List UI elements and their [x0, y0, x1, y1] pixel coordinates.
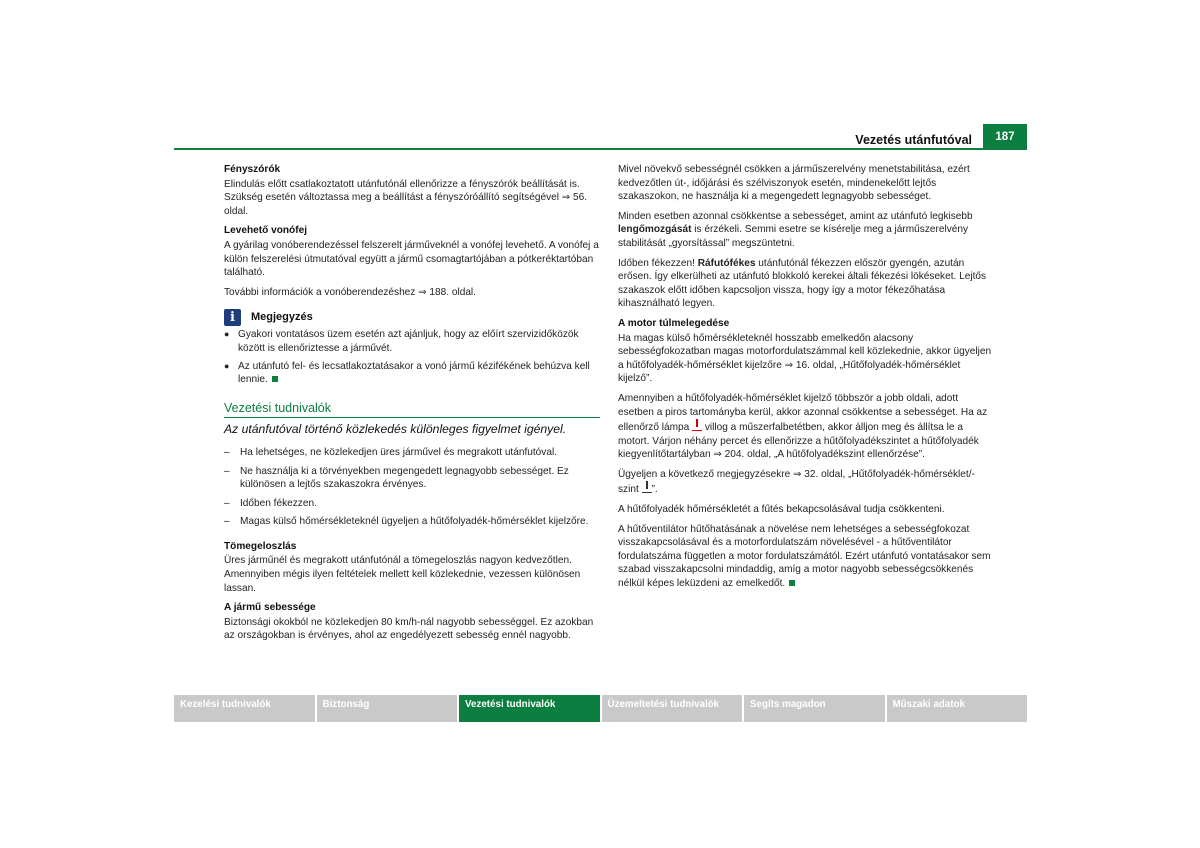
list-item-text: Időben fékezzen.: [240, 497, 317, 509]
coolant-warning-text: [618, 392, 994, 462]
footer-tab-muszaki[interactable]: Műszaki adatok: [887, 695, 1028, 722]
list-item: [224, 515, 600, 529]
coolant-warning-b: villog a műszerfalbetétben, akkor álljon meg és állítsa le a motort. Várjon néhány percet és ellenőrizze a hűtőfolyadékszintet a hűtőfolyadék kiegyenlítőtartályban ⇒ 204. oldal, „A hűtőfolyadékszint ellenőrzése”.: [618, 422, 979, 461]
footer-nav: [174, 695, 1027, 722]
towbar-heading: Levehető vonófej: [224, 225, 308, 237]
sway-text-bold: lengőmozgását: [618, 224, 692, 236]
note-bullet-text: Az utánfutó fel- és lecsatlakoztatásakor a vonó jármű kézifékének behúzva kell lennie.: [238, 360, 590, 386]
heating-text: A hűtőfolyadék hőmérsékletét a fűtés bekapcsolásával tudja csökkenteni.: [618, 504, 945, 516]
fan-text: [618, 523, 994, 591]
bullet-icon: ●: [224, 329, 230, 340]
footer-tab-vezetesi[interactable]: Vezetési tudnivalók: [459, 695, 600, 722]
footer-tab-kezelesi[interactable]: Kezelési tudnivalók: [174, 695, 315, 722]
info-icon: i: [224, 309, 241, 326]
headlights-heading: Fényszórók: [224, 164, 281, 175]
speed-heading: A jármű sebessége: [224, 602, 316, 614]
left-column: [224, 163, 600, 649]
weight-heading: Tömegeloszlás: [224, 540, 297, 552]
dash-icon: –: [224, 497, 230, 509]
sway-text: [618, 210, 994, 251]
speed-text: Biztonsági okokból ne közlekedjen 80 km/h-nál nagyobb sebességgel. Ez azokban az országokban is érvényes, ahol az engedélyezett sebesség ennél nagyobb.: [224, 616, 594, 642]
notes-reference-a: Ügyeljen a következő megjegyzésekre ⇒ 32. oldal, „Hűtőfolyadék-hőmérséklet/-szint: [618, 468, 975, 496]
footer-tab-biztonsag[interactable]: Biztonság: [317, 695, 458, 722]
running-header-title: Vezetés utánfutóval: [855, 133, 972, 147]
braking-text-b: utánfutónál fékezzen először gyengén, azután erősen. Így elkerülheti az utánfutó blokkoló kerekei általi fékezési lökéseket. Lejtős szakaszok előtt időben kapcsoljon vissza, hogy így a motor fékezőhatása kihasználható legyen.: [618, 257, 987, 310]
list-item: [224, 497, 600, 511]
section-subtitle: Az utánfutóval történő közlekedés különleges figyelmet igényel.: [224, 422, 567, 437]
note-bullet: [224, 360, 600, 387]
footer-tab-segits[interactable]: Segíts magadon: [744, 695, 885, 722]
braking-text-a: Időben fékezzen!: [618, 257, 698, 269]
note-bullet-text: Gyakori vontatásos üzem esetén azt ajánljuk, hogy az előírt szervizidőközök között is ellenőriztesse a járművét.: [238, 329, 579, 354]
note-title: Megjegyzés: [251, 311, 313, 324]
sway-text-b: is érzékeli. Semmi esetre se kísérelje meg a járműszerelvény stabilitását „gyorsítással” megszüntetni.: [618, 224, 969, 249]
overheat-text: Ha magas külső hőmérsékleteknél hosszabb emelkedőn alacsony sebességfokozatban magas motorfordulatszámmal kell közlekednie, akkor ügyeljen a hűtőfolyadék-hőmérséklet kijelzőre ⇒ 16. oldal, „Hűtőfolyadék-hőmérséklet kijelző”.: [618, 332, 992, 385]
headlights-text: Elindulás előtt csatlakoztatott utánfutónál ellenőrizze a fényszórók beállítását is. Szükség esetén változtassa meg a beállítást a fényszóróállító segítségével ⇒ 56. oldal.: [224, 178, 588, 217]
coolant-level-icon: [642, 481, 652, 493]
notes-reference-b: ”.: [651, 484, 658, 496]
towbar-text: A gyárilag vonóberendezéssel felszerelt járműveknél a vonófej levehető. A vonófej a külön felszerelési útmutatóval együtt a jármű csomagtartójában a pótkeréktartóban található.: [224, 239, 599, 279]
section-end-icon: [272, 376, 278, 382]
notes-reference-text: [618, 468, 994, 497]
coolant-warning-lamp-icon: [692, 419, 702, 431]
list-item: [224, 465, 600, 492]
dash-icon: –: [224, 516, 230, 528]
coolant-warning-a: Amennyiben a hűtőfolyadék-hőmérséklet kijelző többször a jobb oldali, adott esetben a piros tartományba kerül, akkor azonnal csökkentse a sebességet. Ha az ellenőrző lámpa: [618, 392, 988, 434]
list-item-text: Ha lehetséges, ne közlekedjen üres járművel és megrakott utánfutóval.: [240, 446, 558, 458]
weight-text: Üres járműnél és megrakott utánfutónál a tömegeloszlás nagyon kedvezőtlen. Amennyiben mégis ilyen feltételek mellett kell közlekednie, vezessen különösen lassan.: [224, 555, 581, 594]
stability-text: Mivel növekvő sebességnél csökken a járműszerelvény menetstabilitása, ezért kedvezőtlen út-, időjárási és szélviszonyok esetén, mindenekelőtt lejtős szakaszokon, ne használja ki a megengedett legnagyobb sebességet.: [618, 164, 970, 203]
footer-tab-uzemeltetesi[interactable]: Üzemeltetési tudnivalók: [602, 695, 743, 722]
list-item-text: Ne használja ki a törvényekben megengedett legnagyobb sebességet. Ez különösen a lejtős szakaszokra érvényes.: [240, 465, 569, 491]
braking-text: [618, 257, 994, 311]
towbar-more-info: További információk a vonóberendezéshez ⇒ 188. oldal.: [224, 286, 476, 298]
dash-icon: –: [224, 465, 230, 477]
overheat-heading: A motor túlmelegedése: [618, 317, 730, 329]
list-item-text: Magas külső hőmérsékleteknél ügyeljen a hűtőfolyadék-hőmérséklet kijelzőre.: [240, 516, 589, 528]
dash-icon: –: [224, 446, 230, 458]
sway-text-a: Minden esetben azonnal csökkentse a sebességet, amint az utánfutó legkisebb: [618, 210, 973, 222]
right-column: [618, 163, 994, 597]
fan-text-body: A hűtőventilátor hűtőhatásának a növelése nem lehetséges a sebességfokozat visszakapcsolásával és a motorfordulatszám növelésével - a hűtőventilátor fordulatszáma független a motor fordulatszámától. Ezért utánfutó vontatásakor sem szabad visszakapcsolni mindaddig, amíg a motor nagyobb sebességcsökkenés nélkül képes leküzdeni az emelkedőt.: [618, 523, 991, 590]
braking-text-bold: Ráfutófékes: [697, 257, 756, 269]
list-item: [224, 446, 600, 460]
bullet-icon: ●: [224, 360, 230, 371]
section-end-icon: [789, 580, 795, 586]
note-header: [224, 309, 600, 326]
page-number: 187: [983, 124, 1027, 149]
header-rule: [174, 148, 1027, 150]
note-bullet: [224, 328, 600, 355]
section-title: Vezetési tudnivalók: [224, 402, 600, 419]
